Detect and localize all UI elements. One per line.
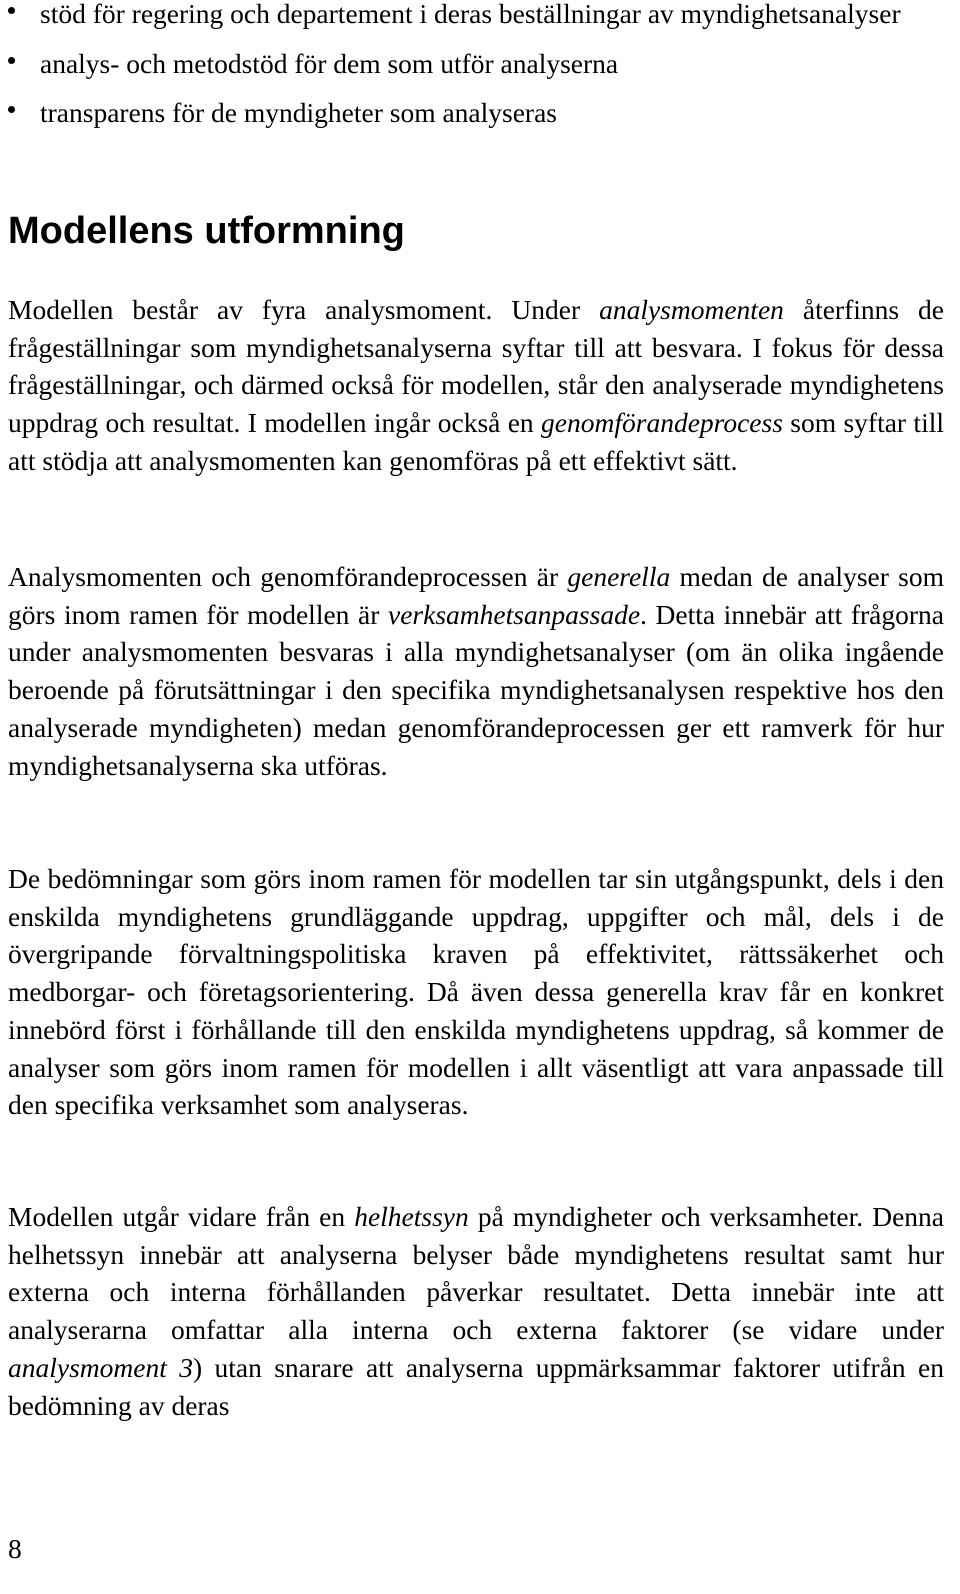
emphasis-text: analysmomenten [599, 294, 784, 325]
paragraph [8, 291, 944, 480]
paragraph [8, 558, 944, 784]
emphasis-text: generella [567, 561, 671, 592]
page-number: 8 [8, 1533, 22, 1564]
bullet-text: transparens för de myndigheter som analyseras [40, 97, 557, 128]
paragraph [8, 1198, 944, 1424]
bullet-item [8, 0, 952, 33]
paragraph-text: ) utan snarare att analyserna uppmärksammar faktorer utifrån en bedömning av deras [8, 1351, 944, 1421]
paragraph [8, 860, 944, 1124]
paragraph-text: Analysmomenten och genomförandeprocessen är [8, 561, 568, 592]
paragraph-text: på myndigheter och verksamheter. Denna helhetssyn innebär att analyserna belyser både myndighetens resultat samt hur externa och interna förhållanden påverkar resultatet. Detta innebär inte att analyserarna omfattar alla interna och externa faktorer (se vidare under [8, 1201, 944, 1346]
emphasis-text: analysmoment 3 [8, 1351, 193, 1383]
bullet-text: analys- och metodstöd för dem som utför analyserna [40, 47, 619, 79]
bullet-list [8, 0, 952, 144]
emphasis-text: verksamhetsanpassade [388, 598, 641, 630]
bullet-dot-icon [8, 57, 15, 64]
paragraph-text: som syftar till att stödja att analysmomenten kan genomföras på ett effektivt sätt. [8, 407, 944, 476]
bullet-item [8, 45, 952, 83]
emphasis-text: genomförandeprocess [541, 407, 783, 439]
bullet-dot-icon [8, 106, 15, 113]
section-heading: Modellens utformning [8, 210, 405, 252]
bullet-dot-icon [8, 7, 15, 14]
emphasis-text: helhetssyn [354, 1201, 469, 1232]
paragraph-text: återfinns de frågeställningar som myndighetsanalyserna syftar till att besvara. I fokus för dessa frågeställningar, och därmed också för modellen, står den analyserade myndighetens uppdrag och resultat. I modellen ingår också en [8, 294, 945, 439]
paragraph-text: Modellen utgår vidare från en [8, 1201, 355, 1232]
paragraph-text: . Detta innebär att frågorna under analysmomenten besvaras i alla myndighetsanalyser (om än olika ingående beroende på förutsättningar i den specifika myndighetsanalysen respektive hos den analyserade myndigheten) medan genomförandeprocessen ger ett ramverk för hur myndighetsanalyserna ska utföras. [8, 598, 944, 781]
paragraph-text: De bedömningar som görs inom ramen för modellen tar sin utgångspunkt, dels i den enskilda myndighetens grundläggande uppdrag, uppgifter och mål, dels i de övergripande förvaltningspolitiska kraven på effektivitet, rättssäkerhet och medborgar- och företagsorientering. Då även dessa generella krav får en konkret innebörd först i förhållande till den enskilda myndighetens uppdrag, så kommer de analyser som görs inom ramen för modellen i allt väsentligt att vara anpassade till den specifika verksamhet som analyseras. [8, 863, 944, 1121]
bullet-item [8, 94, 952, 132]
bullet-text: stöd för regering och departement i deras beställningar av myndighetsanalyser [40, 0, 901, 29]
paragraph-text: medan de analyser som görs inom ramen för modellen är [8, 561, 944, 630]
paragraph-text: Modellen består av fyra analysmoment. Under [8, 294, 600, 325]
